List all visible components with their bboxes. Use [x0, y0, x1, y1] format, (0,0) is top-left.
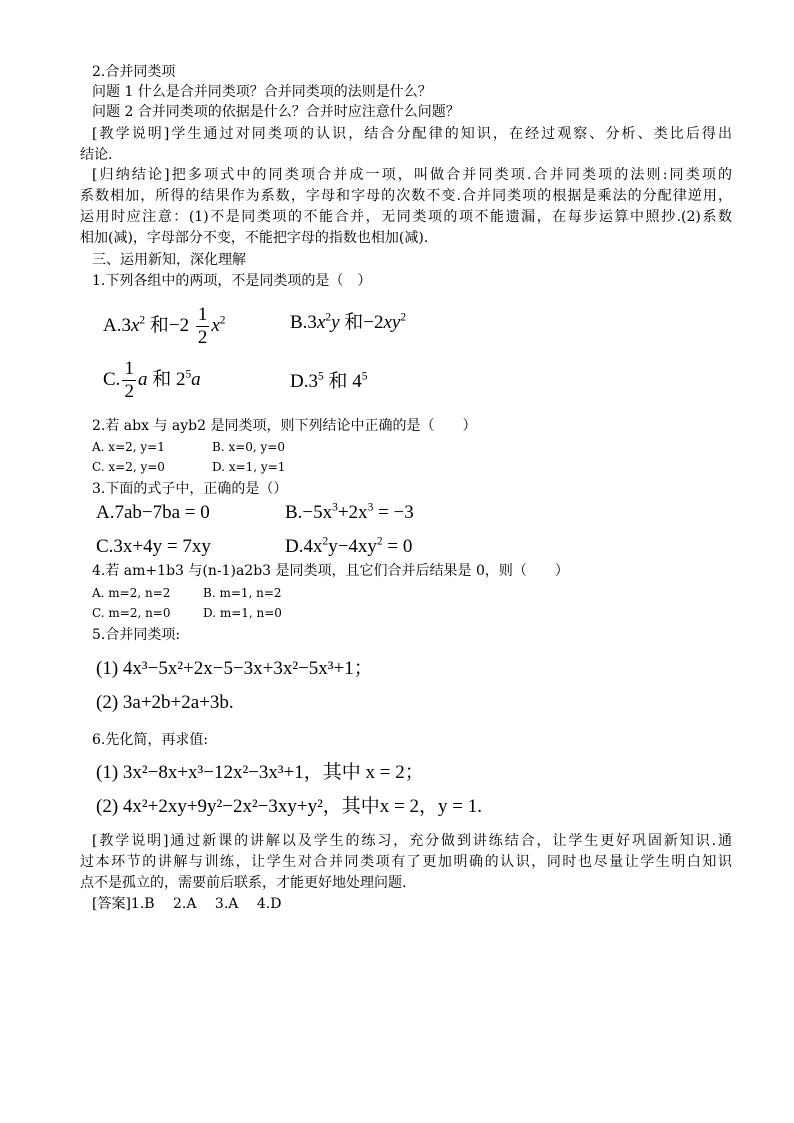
question-1: 问题 1 什么是合并同类项？合并同类项的法则是什么？	[92, 84, 432, 100]
section-heading-3: 三、运用新知，深化理解	[92, 252, 246, 268]
problem-5-expression-1: (1) 4x³−5x²+2x−5−3x+3x²−5x³+1；	[96, 658, 373, 679]
problem-6-stem: 6.先化简，再求值:	[92, 732, 209, 748]
problem-6-expression-1: (1) 3x²−8x+x³−12x²−3x³+1，其中 x = 2；	[96, 762, 424, 783]
problem-4-option-a: A. m=2, n=2	[92, 586, 171, 600]
problem-2-stem: 2.若 abx 与 ayb2 是同类项，则下列结论中正确的是（ ）	[92, 418, 477, 434]
problem-5-expression-2: (2) 3a+2b+2a+3b.	[96, 692, 234, 713]
conclusion-line-3: 运用时应注意：(1)不是同类项的不能合并，无同类项的项不能遗漏，在每步运算中照抄.(2)系数	[80, 209, 732, 225]
teaching-note-1-cont: 结论.	[80, 147, 113, 163]
problem-4-option-c: C. m=2, n=0	[92, 606, 171, 620]
problem-1-option-d: $D.3^5$ 和 $4^5$	[290, 370, 368, 392]
problem-1-option-b: $B.3x^2y$ 和$-2xy^2$	[290, 311, 407, 333]
problem-1-stem: 1.下列各组中的两项，不是同类项的是（ ）	[92, 273, 372, 289]
problem-1-option-a: $A.3x^2$ 和−2 $\frac{1}{2}$ $x^2$	[103, 304, 226, 348]
problem-2-option-d: D. x=1, y=1	[212, 460, 286, 474]
section-heading: 2.合并同类项	[92, 64, 176, 80]
teaching-note-2-line-1: [教学说明]通过新课的讲解以及学生的练习，充分做到讲练结合，让学生更好巩固新知识.通	[92, 833, 732, 849]
problem-4-option-b: B. m=1, n=2	[203, 586, 282, 600]
problem-3-option-c: C.3x+4y = 7xy	[96, 536, 211, 557]
problem-2-option-c: C. x=2, y=0	[92, 460, 165, 474]
problem-3-option-d: $D.4x^2y-4xy^2 = 0$	[285, 535, 413, 557]
question-2: 问题 2 合并同类项的依据是什么？合并时应注意什么问题？	[92, 104, 460, 120]
conclusion-line-1: [归纳结论]把多项式中的同类项合并成一项，叫做合并同类项.合并同类项的法则:同类项的	[92, 167, 732, 183]
problem-5-stem: 5.合并同类项:	[92, 627, 181, 643]
problem-6-expression-2: (2) 4x²+2xy+9y²−2x²−3xy+y²，其中x = 2，y = 1.	[96, 796, 482, 817]
conclusion-line-2: 系数相加，所得的结果作为系数，字母和字母的次数不变.合并同类项的根据是乘法的分配律逆用，	[80, 188, 732, 204]
problem-2-option-b: B. x=0, y=0	[212, 440, 286, 454]
problem-4-option-d: D. m=1, n=0	[203, 606, 282, 620]
teaching-note-2-line-2: 过本环节的讲解与训练，让学生对合并同类项有了更加明确的认识，同时也尽量让学生明白知识	[80, 854, 732, 870]
problem-1-option-c: C. $\frac{1}{2}$ a 和 $2^5a$	[103, 358, 201, 402]
problem-3-option-b: $B.-5x^3+2x^3 = -3$	[285, 501, 414, 523]
teaching-note-1: [教学说明]学生通过对同类项的认识，结合分配律的知识，在经过观察、分析、类比后得出	[92, 126, 732, 142]
problem-4-stem: 4.若 am+1b3 与(n-1)a2b3 是同类项，且它们合并后结果是 0，则（ ）	[92, 563, 569, 579]
problem-3-option-a: A.7ab−7ba = 0	[96, 502, 210, 523]
conclusion-line-4: 相加(减)，字母部分不变，不能把字母的指数也相加(减).	[80, 230, 429, 246]
problem-3-stem: 3.下面的式子中，正确的是（）	[92, 481, 288, 497]
teaching-note-2-line-3: 点不是孤立的，需要前后联系，才能更好地处理问题.	[80, 875, 407, 891]
problem-2-option-a: A. x=2, y=1	[92, 440, 165, 454]
answer-key: [答案]1.B 2.A 3.A 4.D	[92, 896, 282, 912]
